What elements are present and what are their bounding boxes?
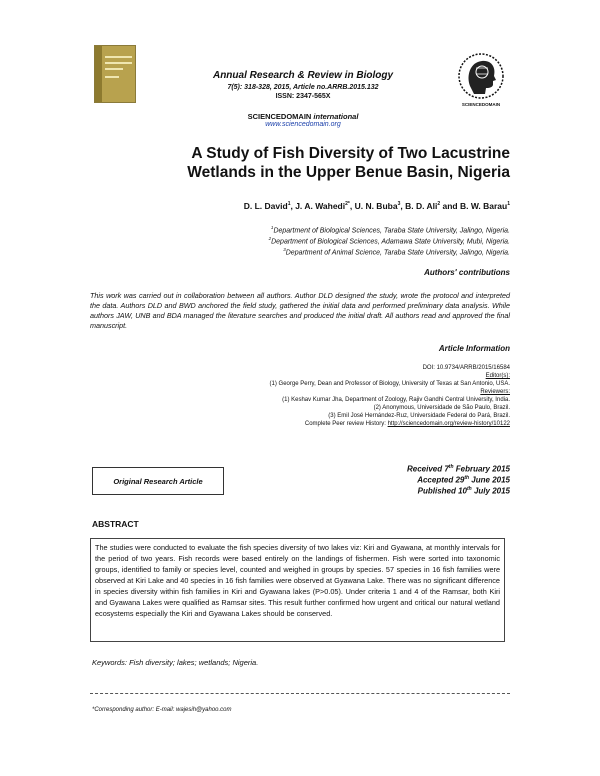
article-info-heading: Article Information (438, 344, 510, 353)
review-history-link[interactable]: http://sciencedomain.org/review-history/10122 (387, 421, 510, 427)
article-title: A Study of Fish Diversity of Two Lacustrine Wetlands in the Upper Benue Basin, Nigeria (187, 145, 510, 181)
publisher-name: SCIENCEDOMAIN international (247, 112, 359, 121)
contributions-heading: Authors' contributions (424, 268, 510, 277)
publisher-url[interactable]: www.sciencedomain.org (265, 121, 341, 128)
journal-name: Annual Research & Review in Biology (212, 70, 394, 81)
contributions-text: This work was carried out in collaboration between all authors. Author DLD designed the study, wrote the protocol and interpreted the data. Authors DLD and BWD anchored the field study, gathered the initial data and performed preliminary data analysis. While authors JAW, UNB and BDA managed the literature searches and produced the initial draft. All authors read and approved the final manuscript. (90, 291, 510, 330)
keywords: Keywords: Fish diversity; lakes; wetlands; Nigeria. (92, 658, 259, 667)
affiliation-1: $^1$Department of Biological Sciences, Taraba State University, Jalingo, Nigeria. (270, 225, 510, 235)
affiliation-3: $^3$Department of Animal Science, Taraba State University, Jalingo, Nigeria. (283, 247, 510, 257)
received-date: Received 7th February 2015 (406, 464, 510, 474)
journal-issn: ISSN: 2347-565X (275, 93, 331, 100)
footnote-divider (90, 693, 510, 694)
article-info: DOI: 10.9734/ARRB/2015/16584 Editor(s): (1) George Perry, Dean and Professor of Biology, University of Texas at San Antonio, USA. Reviewers: (1) Keshav Kumar Jha, Department of Zoology, Rajiv Gandhi Central University, India. (2) Anonymous, Universidade de São Paulo, Brazil. (3) Emil José Hernández-Ruz, Universidade Federal do Pará, Brazil. Complete Peer review History: http://sciencedomain.org/review-history/10122 (269, 365, 510, 427)
abstract-box: The studies were conducted to evaluate the fish species diversity of two lakes viz: Kiri and Gyawana, at monthly intervals for the period of two years. Fish records were based entirely on the landings of fishermen. Fish were sorted into taxonomic groups, identified to family or species level, counted and weighed in groups by species. 57 species in 16 fish families were observed at Kiri Lake and 40 species in 16 fish families were observed at Gyawana Lake. There was no significant difference in species diversity within fish families in Kiri and Gyawana lakes (P>0.05). Under criteria 1 and 4 of the Ramsar, both Kiri and Gyawana Lakes were qualified as Ramsar sites. This result further confirmed how urgent and critical our natural wetland ecosystems especially the Kiri and Gyawana Lakes should be conserved. (90, 538, 505, 642)
accepted-date: Accepted 29th June 2015 (417, 475, 510, 485)
published-date: Published 10th July 2015 (417, 486, 510, 496)
publisher-logo-icon (456, 50, 506, 108)
author-list: D. L. David$^1$, J. A. Wahedi$^{2*}$, U. N. Buba$^3$, B. D. Ali$^2$ and B. W. Barau$^1$ (243, 201, 510, 211)
publisher-logo-text: SCIENCEDOMAIN (461, 102, 501, 107)
journal-citation: 7(5): 318-328, 2015, Article no.ARRB.2015.132 (227, 84, 379, 91)
corresponding-author: *Corresponding author: E-mail: wajesih@yahoo.com (92, 707, 232, 713)
abstract-heading: ABSTRACT (92, 519, 139, 529)
article-type-box: Original Research Article (92, 467, 224, 495)
journal-cover-image (94, 45, 136, 103)
affiliation-2: $^2$Department of Biological Sciences, Adamawa State University, Mubi, Nigeria. (268, 236, 510, 246)
